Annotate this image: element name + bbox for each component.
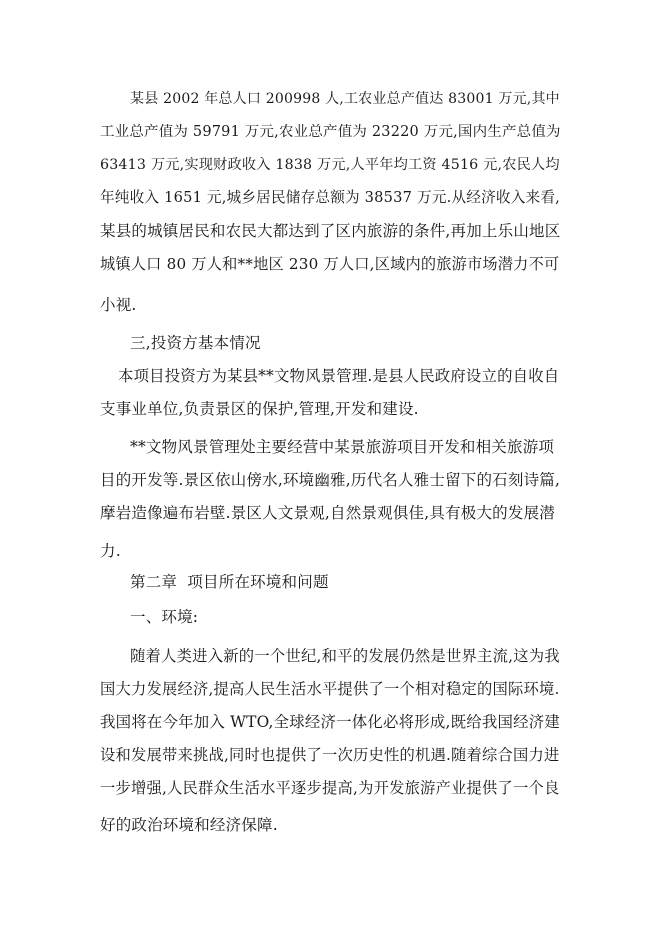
- paragraph-4-line-6: 好的政治环境和经济保障.: [100, 816, 278, 834]
- paragraph-3-line-3: 摩岩造像遍布岩壁.景区人文景观,自然景观俱佳,具有极大的发展潜: [100, 504, 555, 522]
- paragraph-3-line-1: **文物风景管理处主要经营中某景旅游项目开发和相关旅游项: [130, 438, 555, 456]
- subsection-heading-environment: 一、环境:: [130, 608, 199, 626]
- paragraph-1-line-3: 63413 万元,实现财政收入 1838 万元,人平年均工资 4516 元,农民人均: [100, 157, 560, 173]
- paragraph-3-line-2: 目的开发等.景区依山傍水,环境幽雅,历代名人雅士留下的石刻诗篇,: [100, 471, 561, 489]
- paragraph-4-line-4: 设和发展带来挑战,同时也提供了一次历史性的机遇.随着综合国力进: [100, 746, 560, 764]
- paragraph-3-line-4: 力.: [100, 542, 121, 560]
- section-heading-investor: 三,投资方基本情况: [130, 334, 261, 352]
- paragraph-1-line-1: 某县 2002 年总人口 200998 人,工农业总产值达 83001 万元,其中: [130, 91, 560, 107]
- paragraph-1-line-4: 年纯收入 1651 元,城乡居民储存总额为 38537 万元.从经济收入来看,: [100, 189, 560, 206]
- paragraph-2-line-1: 本项目投资方为某县**文物风景管理.是县人民政府设立的自收自: [118, 367, 560, 385]
- paragraph-2-line-2: 支事业单位,负责景区的保护,管理,开发和建设.: [100, 400, 419, 418]
- paragraph-1-line-7: 小视.: [100, 296, 137, 314]
- paragraph-4-line-5: 一步增强,人民群众生活水平逐步提高,为开发旅游产业提供了一个良: [100, 779, 560, 797]
- paragraph-1-line-2: 工业总产值为 59791 万元,农业总产值为 23220 万元,国内生产总值为: [100, 124, 561, 140]
- paragraph-1-line-6: 城镇人口 80 万人和**地区 230 万人口,区域内的旅游市场潜力不可: [100, 255, 560, 273]
- chapter-heading: 第二章 项目所在环境和问题: [130, 573, 329, 591]
- paragraph-4-line-3: 我国将在今年加入 WTO,全球经济一体化必将形成,既给我国经济建: [100, 713, 560, 731]
- paragraph-1-line-5: 某县的城镇居民和农民大都达到了区内旅游的条件,再加上乐山地区: [100, 222, 561, 240]
- paragraph-4-line-1: 随着人类进入新的一个世纪,和平的发展仍然是世界主流,这为我: [130, 647, 560, 665]
- paragraph-4-line-2: 国大力发展经济,提高人民生活水平提供了一个相对稳定的国际环境.: [100, 680, 560, 698]
